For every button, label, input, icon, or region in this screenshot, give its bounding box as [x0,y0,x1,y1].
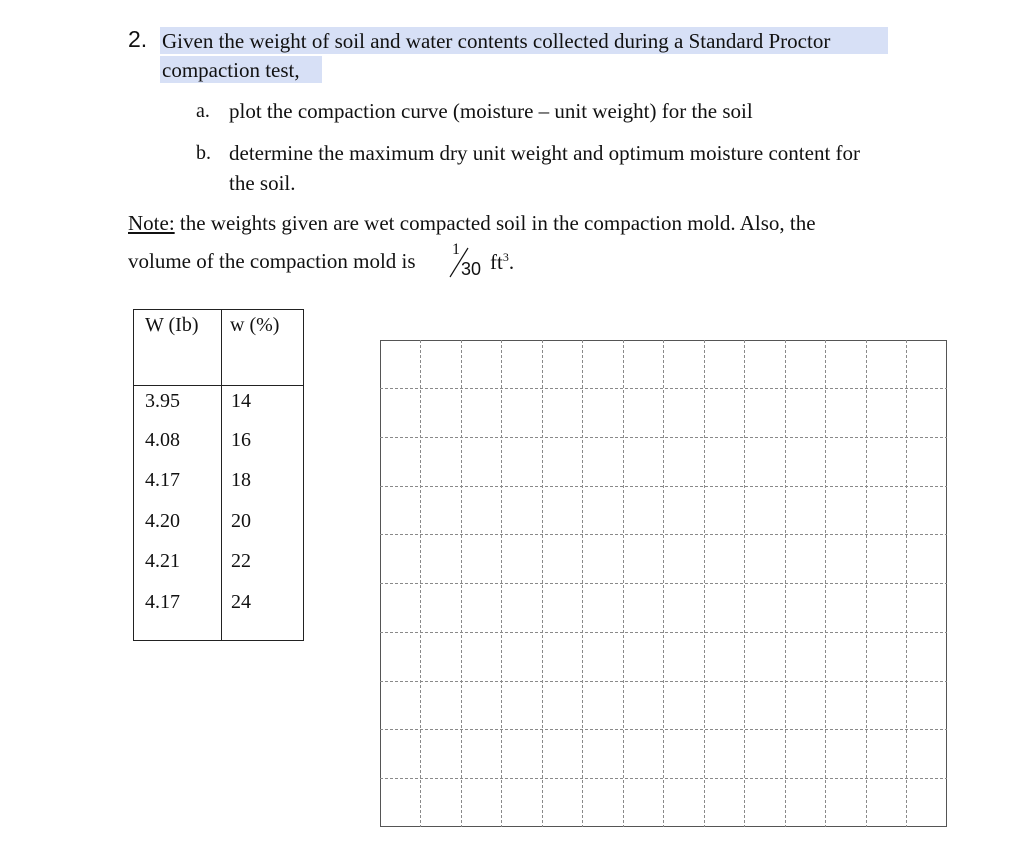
table-cell-weight: 4.17 [145,591,180,613]
volume-unit [490,250,514,275]
note-line2: volume of the compaction mold is [128,249,416,273]
table-cell-water: 14 [231,390,251,412]
fraction-numerator: 1 [452,241,460,258]
table-row [134,390,303,430]
table-row [134,550,303,590]
item-b-text-line1: determine the maximum dry unit weight and optimum moisture content for [229,141,861,165]
table-cell-water: 16 [231,429,251,451]
fraction-one-thirtieth [446,243,486,283]
question-number: 2. [128,26,148,52]
table-cell-weight: 4.21 [145,550,180,572]
fraction-denominator: 30 [461,259,482,279]
item-b-letter: b. [196,142,211,164]
note-label: Note: [128,211,175,235]
table-cell-water: 24 [231,591,251,613]
item-a-letter: a. [196,100,210,122]
table-row [134,591,303,631]
table-cell-weight: 3.95 [145,390,180,412]
note-end: . [508,250,515,274]
table-cell-weight: 4.17 [145,469,180,491]
table-cell-water: 20 [231,510,251,532]
table-row [134,510,303,550]
table-row [134,469,303,509]
item-b-text-line2: the soil. [229,171,296,195]
table-cell-water: 22 [231,550,251,572]
table-header-water-content: w (%) [230,314,280,336]
table-cell-weight: 4.08 [145,429,180,451]
table-cell-weight: 4.20 [145,510,180,532]
table-cell-water: 18 [231,469,251,491]
unit-exponent: 3 [502,250,509,264]
note-line1-text: the weights given are wet compacted soil in the compaction mold. Also, the [174,211,816,235]
unit-text: ft [490,250,503,274]
data-table [133,309,304,641]
table-header-weight: W (Ib) [145,314,199,336]
note-line1 [128,211,816,236]
graph-grid [380,340,947,827]
grid-lines [380,340,947,827]
question-text-line2: compaction test, [162,58,300,82]
question-text-line1: Given the weight of soil and water contents collected during a Standard Proctor [162,29,831,53]
table-row [134,429,303,469]
table-header-divider [134,385,303,386]
item-a-text: plot the compaction curve (moisture – unit weight) for the soil [229,99,753,123]
